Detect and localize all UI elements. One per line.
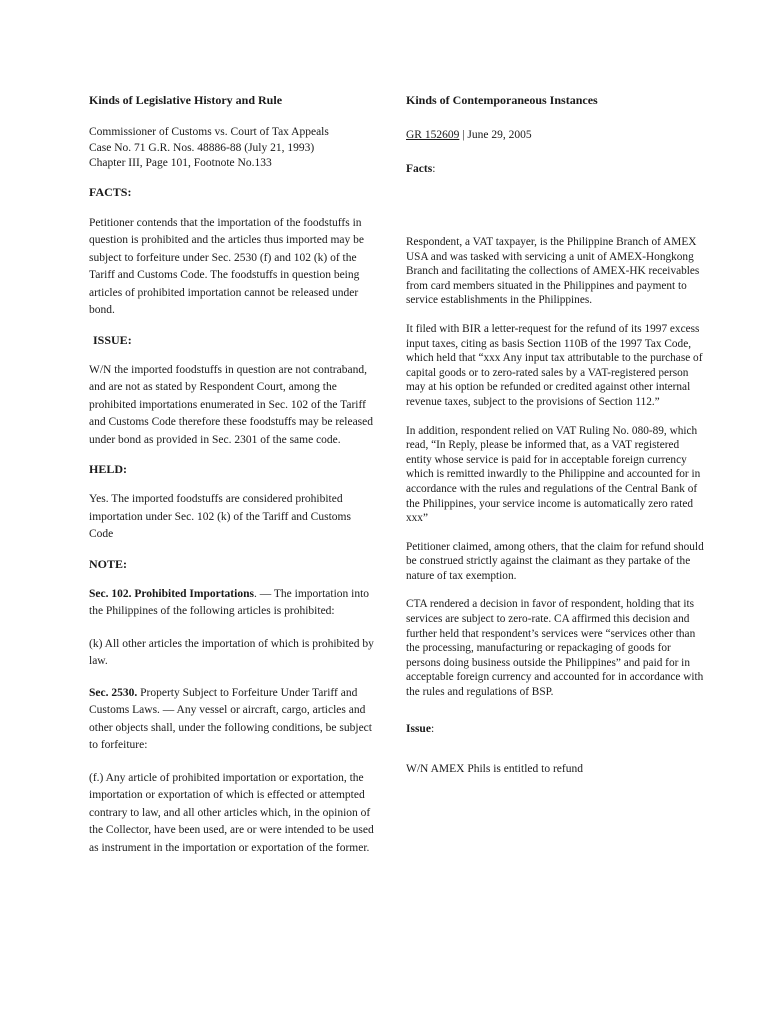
- facts-colon: :: [432, 163, 436, 175]
- issue-heading-right: [406, 722, 706, 737]
- issue-body: W/N the imported foodstuffs in question are not contraband, and are not as stated by Respondent Court, among the prohibited importations enumerated in Sec. 102 of the Tariff and Customs Code therefore these foodstuffs may be released under bond as provided in Sec. 2301 of the same code.: [89, 363, 374, 446]
- held-body: Yes. The imported foodstuffs are considered prohibited importation under Sec. 102 (k) of the Tariff and Customs Code: [89, 493, 351, 540]
- facts-paragraph-2: It filed with BIR a letter-request for the refund of its 1997 excess input taxes, citing as basis Section 110B of the 1997 Tax Code, which held that “xxx Any input tax attributable to the purchase of capital goods or to zero-rated sales by a VAT-registered person may at his option be refunded or credited against other internal revenue taxes, subject to the provisions of Section 112.”: [406, 322, 703, 408]
- sec-102-label: Sec. 102. Prohibited Importations: [89, 587, 254, 600]
- gr-citation: [406, 128, 706, 143]
- left-title: Kinds of Legislative History and Rule: [89, 93, 283, 107]
- case-line-3: Chapter III, Page 101, Footnote No.133: [89, 157, 272, 169]
- facts-paragraph-1: Respondent, a VAT taxpayer, is the Philippine Branch of AMEX USA and was tasked with servicing a unit of AMEX-Hongkong Branch and facilitating the collections of AMEX-HK receivables from card members situated in the Philippines and payment to service establishments in the Philippines.: [406, 236, 700, 307]
- sec-2530-paragraph: [89, 685, 374, 755]
- clause-f: (f.) Any article of prohibited importation or exportation, the importation or exportation of which is effected or attempted contrary to law, and all other articles which, in the opinion of the Collector, have been used, are or were intended to be used as instrument in the importation or exportation of the former.: [89, 771, 374, 854]
- issue-colon: :: [430, 722, 435, 735]
- gr-number-link[interactable]: GR 152609: [406, 129, 460, 141]
- gr-date: | June 29, 2005: [459, 129, 532, 141]
- right-column: [406, 93, 706, 777]
- case-citation: [89, 125, 374, 172]
- issue-label: Issue: [406, 722, 431, 735]
- sec-2530-text: Property Subject to Forfeiture Under Tariff and Customs Laws. — Any vessel or aircraft, cargo, articles and other objects shall, under the following conditions, be subject to forfeiture:: [89, 686, 372, 751]
- facts-paragraph-5: CTA rendered a decision in favor of respondent, holding that its services are subject to zero-rate. CA affirmed this decision and further held that respondent’s services were “services other than the processing, manufacturing or repackaging of goods for persons doing business outside the Philippines” and paid for in acceptable foreign currency and accounted for in accordance with the rules and regulations of BSP.: [406, 598, 704, 699]
- right-title: Kinds of Contemporaneous Instances: [406, 93, 598, 107]
- issue-heading: ISSUE:: [93, 332, 132, 347]
- facts-heading-right: [406, 162, 706, 177]
- left-column: [89, 93, 374, 857]
- case-line-1: Commissioner of Customs vs. Court of Tax Appeals: [89, 126, 329, 138]
- sec-102-text: . — The importation into the Philippines of the following articles is prohibited:: [89, 587, 370, 617]
- facts-label: Facts: [406, 163, 433, 175]
- clause-k: (k) All other articles the importation of which is prohibited by law.: [89, 637, 374, 667]
- note-heading: NOTE:: [89, 556, 128, 571]
- case-line-2: Case No. 71 G.R. Nos. 48886-88 (July 21, 1993): [89, 141, 315, 154]
- issue-body-right: W/N AMEX Phils is entitled to refund: [406, 762, 583, 775]
- facts-paragraph-4: Petitioner claimed, among others, that the claim for refund should be construed strictly against the claimant as they partake of the nature of tax exemption.: [406, 540, 704, 582]
- facts-body: Petitioner contends that the importation of the foodstuffs in question is prohibited and the articles thus imported may be subject to forfeiture under Sec. 2530 (f) and 102 (k) of the Tariff and Customs Code. The foodstuffs in question being articles of prohibited importation cannot be released under bond.: [89, 216, 364, 316]
- sec-102-paragraph: [89, 586, 374, 621]
- sec-2530-label: Sec. 2530.: [89, 686, 138, 699]
- held-heading: HELD:: [89, 462, 128, 476]
- facts-paragraph-3: In addition, respondent relied on VAT Ruling No. 080-89, which read, “In Reply, please be informed that, as a VAT registered entity whose service is paid for in acceptable foreign currency which is remitted inwardly to the Philippine and accounted for in accordance with the rules and regulations of the Central Bank of the Philippines, your service income is automatically zero rated xxx”: [406, 424, 701, 525]
- facts-heading: FACTS:: [89, 184, 132, 199]
